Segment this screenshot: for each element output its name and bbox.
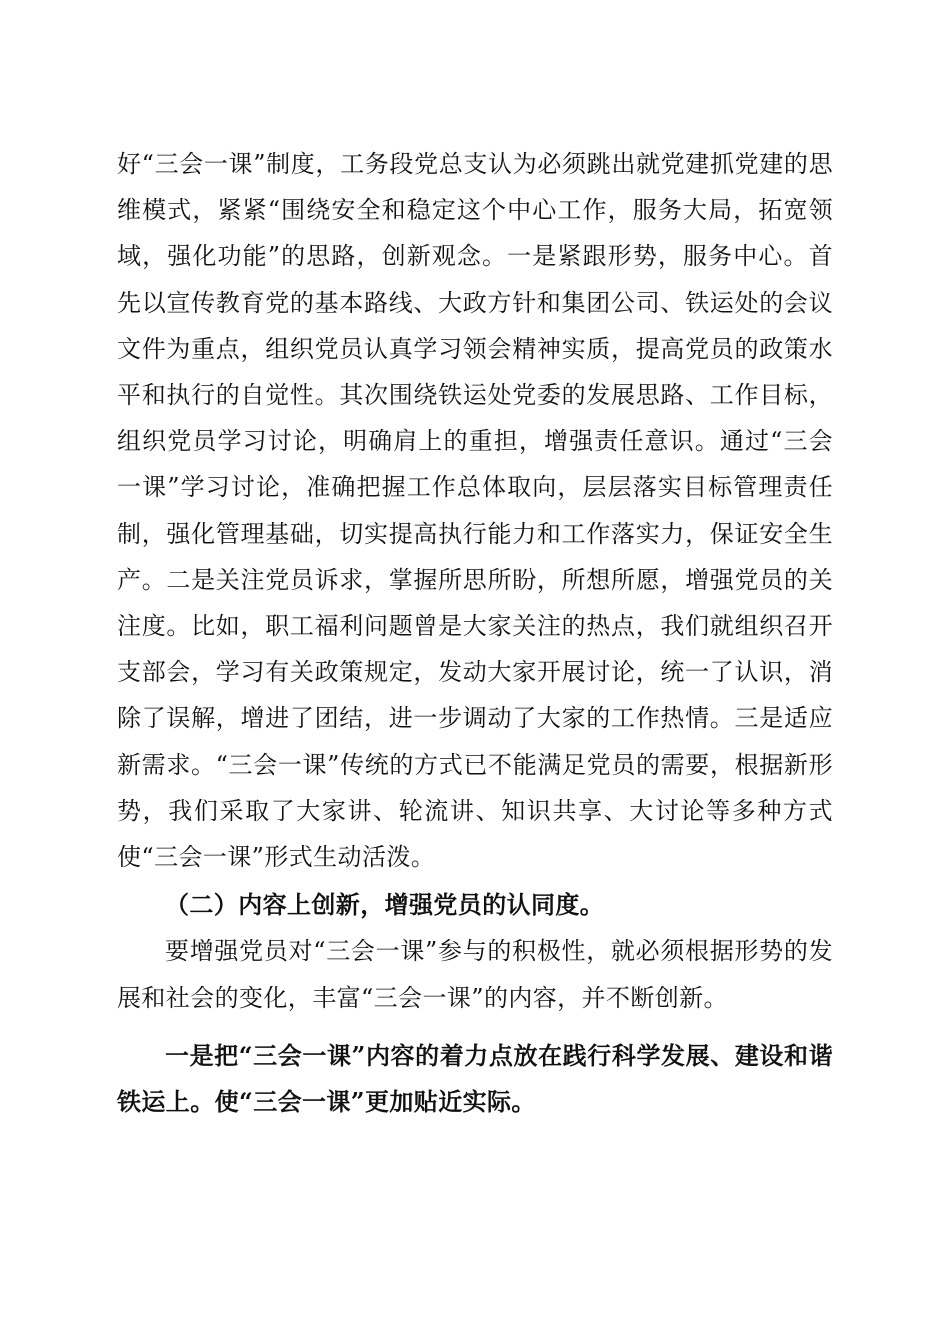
body-paragraph-continuation: 好“三会一课”制度，工务段党总支认为必须跳出就党建抓党建的思维模式，紧紧“围绕安全和稳定这个中心工作，服务大局，拓宽领域，强化功能”的思路，创新观念。一是紧跟形势，服务中心。首先以宣传教育党的基本路线、大政方针和集团公司、铁运处的会议文件为重点，组织党员认真学习领会精神实质，提高党员的政策水平和执行的自觉性。其次围绕铁运处党委的发展思路、工作目标，组织党员学习讨论，明确肩上的重担，增强责任意识。通过“三会一课”学习讨论，准确把握工作总体取向，层层落实目标管理责任制，强化管理基础，切实提高执行能力和工作落实力，保证安全生产。二是关注党员诉求，掌握所思所盼，所想所愿，增强党员的关注度。比如，职工福利问题曾是大家关注的热点，我们就组织召开支部会，学习有关政策规定，发动大家开展讨论，统一了认识，消除了误解，增进了团结，进一步调动了大家的工作热情。三是适应新需求。“三会一课”传统的方式已不能满足党员的需要，根据新形势，我们采取了大家讲、轮流讲、知识共享、大讨论等多种方式使“三会一课”形式生动活泼。 bbox=[117, 150, 833, 872]
body-paragraph-emphasis: 一是把“三会一课”内容的着力点放在践行科学发展、建设和谐铁运上。使“三会一课”更加贴近实际。 bbox=[117, 1040, 833, 1117]
section-heading: （二）内容上创新，增强党员的认同度。 bbox=[165, 890, 605, 920]
body-paragraph: 要增强党员对“三会一课”参与的积极性，就必须根据形势的发展和社会的变化，丰富“三会一课”的内容，并不断创新。 bbox=[117, 937, 833, 1012]
document-body bbox=[117, 141, 833, 1125]
